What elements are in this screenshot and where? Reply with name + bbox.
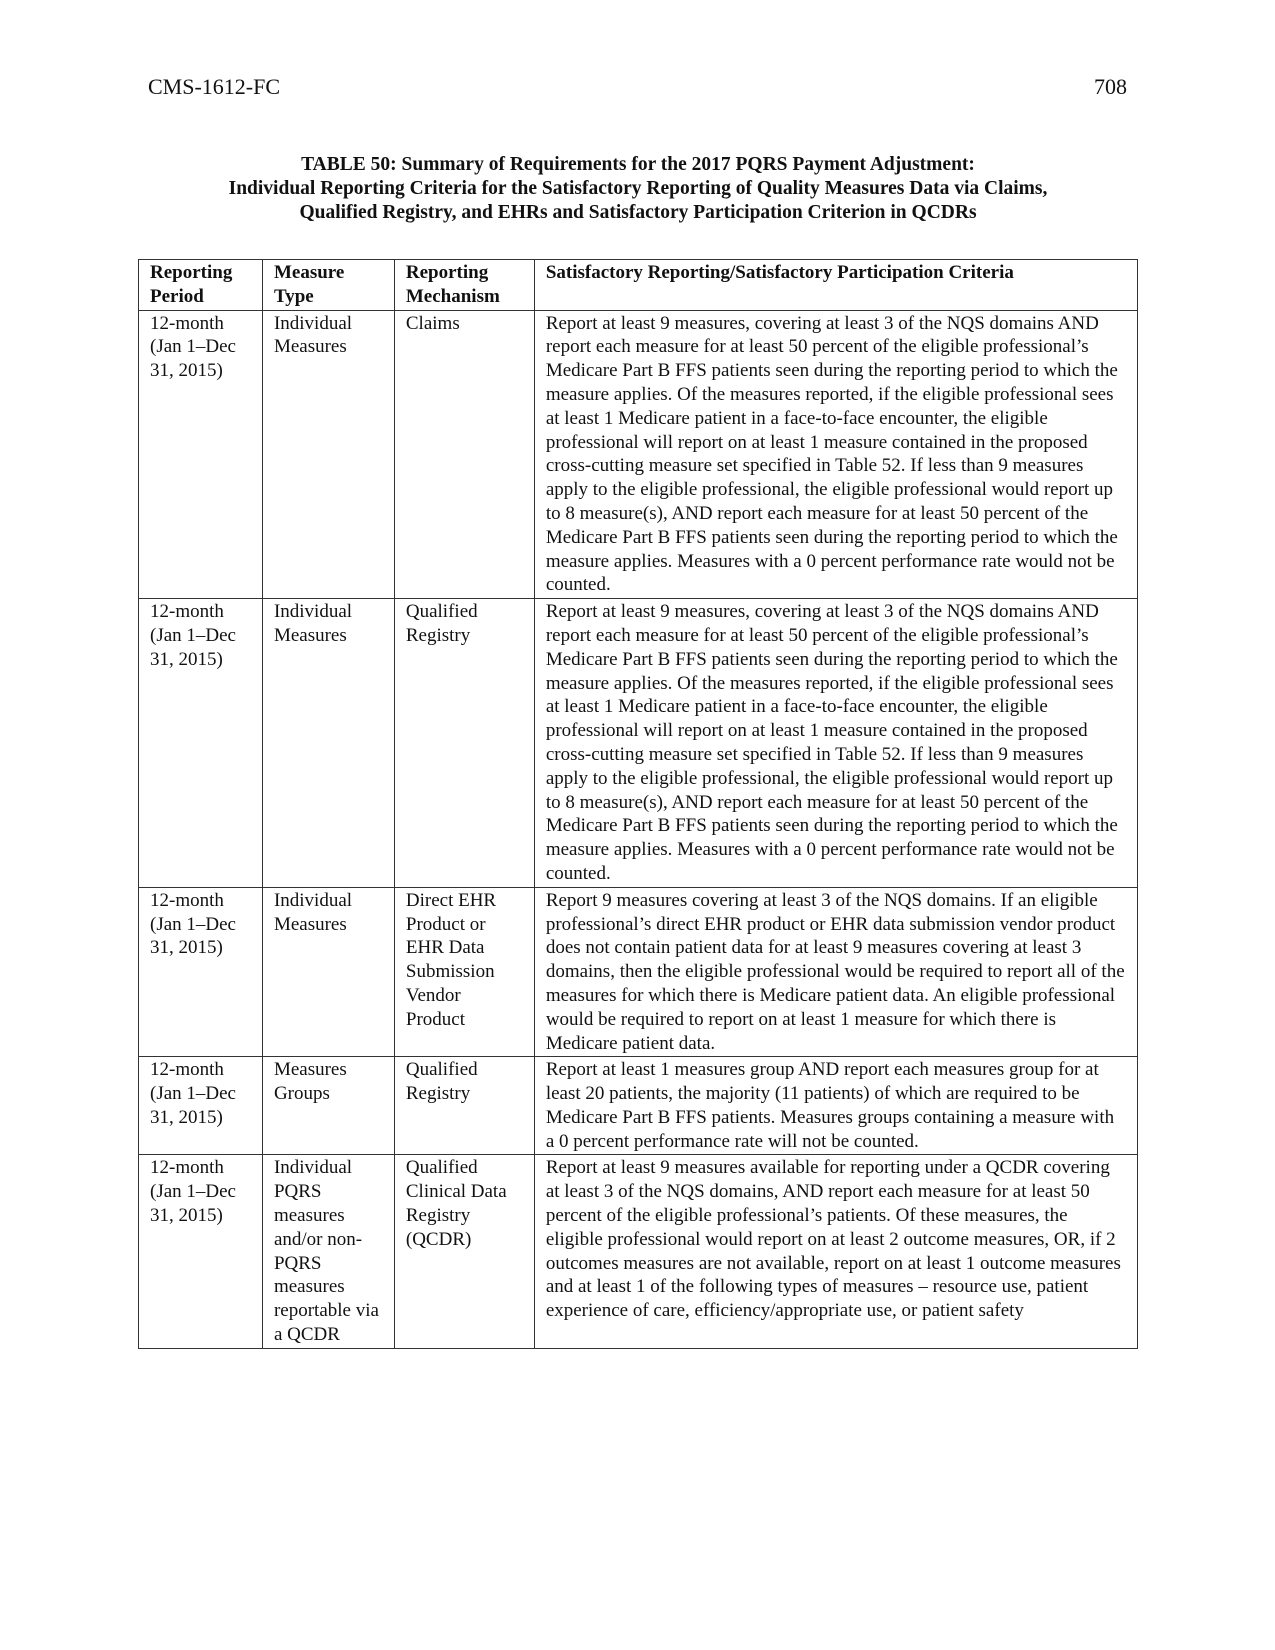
cell-mechanism: Claims bbox=[394, 310, 534, 599]
cell-measure-type: Individual Measures bbox=[262, 310, 394, 599]
cell-criteria: Report at least 1 measures group AND report each measures group for at least 20 patients, the majority (11 patients) of which are required to be Medicare Part B FFS patients. Measures groups containing a measure with a 0 percent performance rate will not be counted. bbox=[534, 1057, 1137, 1155]
cell-period: 12-month (Jan 1–Dec 31, 2015) bbox=[139, 1155, 263, 1348]
table-header-row bbox=[139, 260, 1138, 311]
table-row bbox=[139, 1155, 1138, 1348]
cell-mechanism: Qualified Registry bbox=[394, 1057, 534, 1155]
cell-measure-type: Individual PQRS measures and/or non-PQRS measures reportable via a QCDR bbox=[262, 1155, 394, 1348]
cell-criteria: Report at least 9 measures, covering at least 3 of the NQS domains AND report each measure for at least 50 percent of the eligible professional’s Medicare Part B FFS patients seen during the reporting period to which the measure applies. Of the measures reported, if the eligible professional sees at least 1 Medicare patient in a face-to-face encounter, the eligible professional will report on at least 1 measure contained in the proposed cross-cutting measure set specified in Table 52. If less than 9 measures apply to the eligible professional, the eligible professional would report up to 8 measure(s), AND report each measure for at least 50 percent of the Medicare Part B FFS patients seen during the reporting period to which the measure applies. Measures with a 0 percent performance rate would not be counted. bbox=[534, 599, 1137, 888]
header-reporting-period: Reporting Period bbox=[139, 260, 263, 311]
header-measure-type: Measure Type bbox=[262, 260, 394, 311]
cell-measure-type: Measures Groups bbox=[262, 1057, 394, 1155]
table-title-line-3: Qualified Registry, and EHRs and Satisfactory Participation Criterion in QCDRs bbox=[299, 202, 977, 223]
cell-period: 12-month (Jan 1–Dec 31, 2015) bbox=[139, 1057, 263, 1155]
cell-criteria: Report 9 measures covering at least 3 of the NQS domains. If an eligible professional’s direct EHR product or EHR data submission vendor product does not contain patient data for at least 9 measures covering at least 3 domains, then the eligible professional would be required to report all of the measures for which there is Medicare patient data. An eligible professional would be required to report on at least 1 measure for which there is Medicare patient data. bbox=[534, 887, 1137, 1057]
cell-mechanism: Qualified Clinical Data Registry (QCDR) bbox=[394, 1155, 534, 1348]
header-reporting-mechanism: Reporting Mechanism bbox=[394, 260, 534, 311]
table-row bbox=[139, 310, 1138, 599]
cell-period: 12-month (Jan 1–Dec 31, 2015) bbox=[139, 887, 263, 1057]
cell-mechanism: Direct EHR Product or EHR Data Submission Vendor Product bbox=[394, 887, 534, 1057]
table-title-line-2: Individual Reporting Criteria for the Satisfactory Reporting of Quality Measures Data via Claims, bbox=[228, 178, 1048, 199]
table-row bbox=[139, 599, 1138, 888]
header-criteria: Satisfactory Reporting/Satisfactory Participation Criteria bbox=[534, 260, 1137, 311]
page-number: 708 bbox=[1094, 74, 1127, 99]
cell-criteria: Report at least 9 measures, covering at least 3 of the NQS domains AND report each measure for at least 50 percent of the eligible professional’s Medicare Part B FFS patients seen during the reporting period to which the measure applies. Of the measures reported, if the eligible professional sees at least 1 Medicare patient in a face-to-face encounter, the eligible professional will report on at least 1 measure contained in the proposed cross-cutting measure set specified in Table 52. If less than 9 measures apply to the eligible professional, the eligible professional would report up to 8 measure(s), AND report each measure for at least 50 percent of the Medicare Part B FFS patients seen during the reporting period to which the measure applies. Measures with a 0 percent performance rate would not be counted. bbox=[534, 310, 1137, 599]
cell-measure-type: Individual Measures bbox=[262, 887, 394, 1057]
document-id: CMS-1612-FC bbox=[148, 74, 281, 99]
cell-criteria: Report at least 9 measures available for reporting under a QCDR covering at least 3 of the NQS domains, AND report each measure for at least 50 percent of the eligible professional’s patients. Of these measures, the eligible professional would report on at least 2 outcome measures, OR, if 2 outcomes measures are not available, report on at least 1 outcome measures and at least 1 of the following types of measures – resource use, patient experience of care, efficiency/appropriate use, or patient safety bbox=[534, 1155, 1137, 1348]
cell-mechanism: Qualified Registry bbox=[394, 599, 534, 888]
table-title bbox=[138, 153, 1138, 225]
table-title-line-1: TABLE 50: Summary of Requirements for the 2017 PQRS Payment Adjustment: bbox=[301, 154, 975, 175]
cell-measure-type: Individual Measures bbox=[262, 599, 394, 888]
cell-period: 12-month (Jan 1–Dec 31, 2015) bbox=[139, 599, 263, 888]
table-row bbox=[139, 1057, 1138, 1155]
table-row bbox=[139, 887, 1138, 1057]
requirements-table bbox=[138, 259, 1138, 1349]
cell-period: 12-month (Jan 1–Dec 31, 2015) bbox=[139, 310, 263, 599]
